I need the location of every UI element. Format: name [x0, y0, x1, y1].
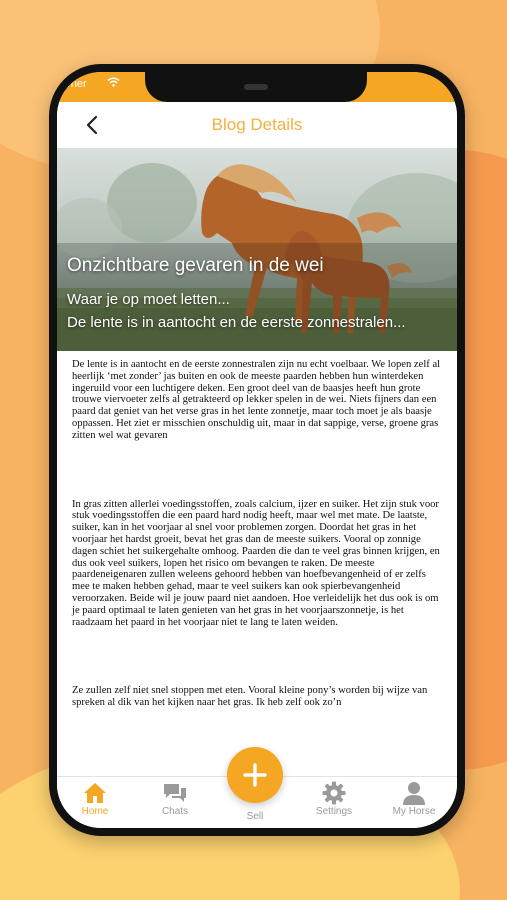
plus-icon [242, 762, 268, 788]
tab-home[interactable] [65, 781, 125, 817]
person-icon [401, 781, 427, 805]
tab-label: My Horse [392, 806, 436, 817]
tab-settings[interactable] [304, 781, 364, 817]
wifi-icon [107, 77, 120, 90]
tab-my-horse[interactable] [384, 781, 444, 817]
tab-label: Home [81, 806, 109, 817]
phone-screen [57, 72, 457, 828]
sell-button[interactable] [227, 747, 283, 803]
carrier-label: arrier [61, 78, 87, 90]
chat-bubbles-icon [162, 781, 188, 805]
page-title: Blog Details [211, 115, 303, 134]
hero-image [57, 148, 457, 351]
speaker-grille [244, 84, 268, 90]
hero-subtitle: Waar je op moet letten... [67, 291, 230, 308]
tab-bar [57, 776, 457, 828]
notch [145, 72, 367, 102]
article-paragraph: De lente is in aantocht en de eerste zonnestralen zijn nu echt voelbaar. We lopen zelf al heerlijk ‘met zonder’ jas buiten en ook de meeste paarden hebben hun winterdeken ingeruild voor een luchtigere deken. Een groot deel van de baasjes heeft hun grote trouwe viervoeter zelfs al getrakteerd op lekker spelen in de wei. Niets fijners dan een paard dat geniet van het verse gras in het lente zonnetje, maar toch moet je als baasje oppassen. Het ziet er misschien onschuldig uit, maar in dat sappige, verse, groene gras zitten wel wat gevaren [72, 359, 441, 441]
gear-icon [321, 781, 347, 805]
home-icon [82, 781, 108, 805]
phone-frame [49, 64, 465, 836]
tab-label: Settings [315, 806, 353, 817]
article-paragraph: In gras zitten allerlei voedingsstoffen, zoals calcium, ijzer en suiker. Het zijn stuk voor stuk voedingsstoffen die een paard hard nodig heeft, maar wel met mate. De laatste, suiker, kan in het voorjaar al snel voor problemen zorgen. Doordat het gras in het voorjaar het hardst groeit, bevat het gras dan de meeste suikers. Vooral op zonnige dagen schiet het suikergehalte omhoog. Paarden die dan te veel gras binnen krijgen, en dus ook veel suikers, lopen het risico om bevangen te raken. De meeste paardeneigenaren zullen weleens gehoord hebben van hoefbevangenheid of er zelfs mee te maken hebben gehad, maar te veel suikers kan ook spierbevangenheid veroorzaken. Beide wil je jouw paard niet aandoen. Hoe verleidelijk het dus ook is om je paard optimaal te laten genieten van het gras in het voorjaarszonnetje, is het raadzaam het paard in het voorjaar niet te lang te laten weiden. [72, 498, 440, 628]
navigation-bar [57, 102, 457, 148]
status-bar [57, 72, 457, 102]
tab-label: Chats [161, 806, 189, 817]
tab-chats[interactable] [145, 781, 205, 817]
tab-label: Sell [246, 811, 264, 822]
article-paragraph: Ze zullen zelf niet snel stoppen met eten. Vooral kleine pony’s worden bij wijze van spreken al dik van het kijken naar het gras. Ik heb zelf ook zo’n [72, 685, 428, 709]
hero-title: Onzichtbare gevaren in de wei [67, 255, 324, 276]
hero-excerpt: De lente is in aantocht en de eerste zonnestralen... [67, 314, 406, 331]
article-body [72, 359, 444, 766]
